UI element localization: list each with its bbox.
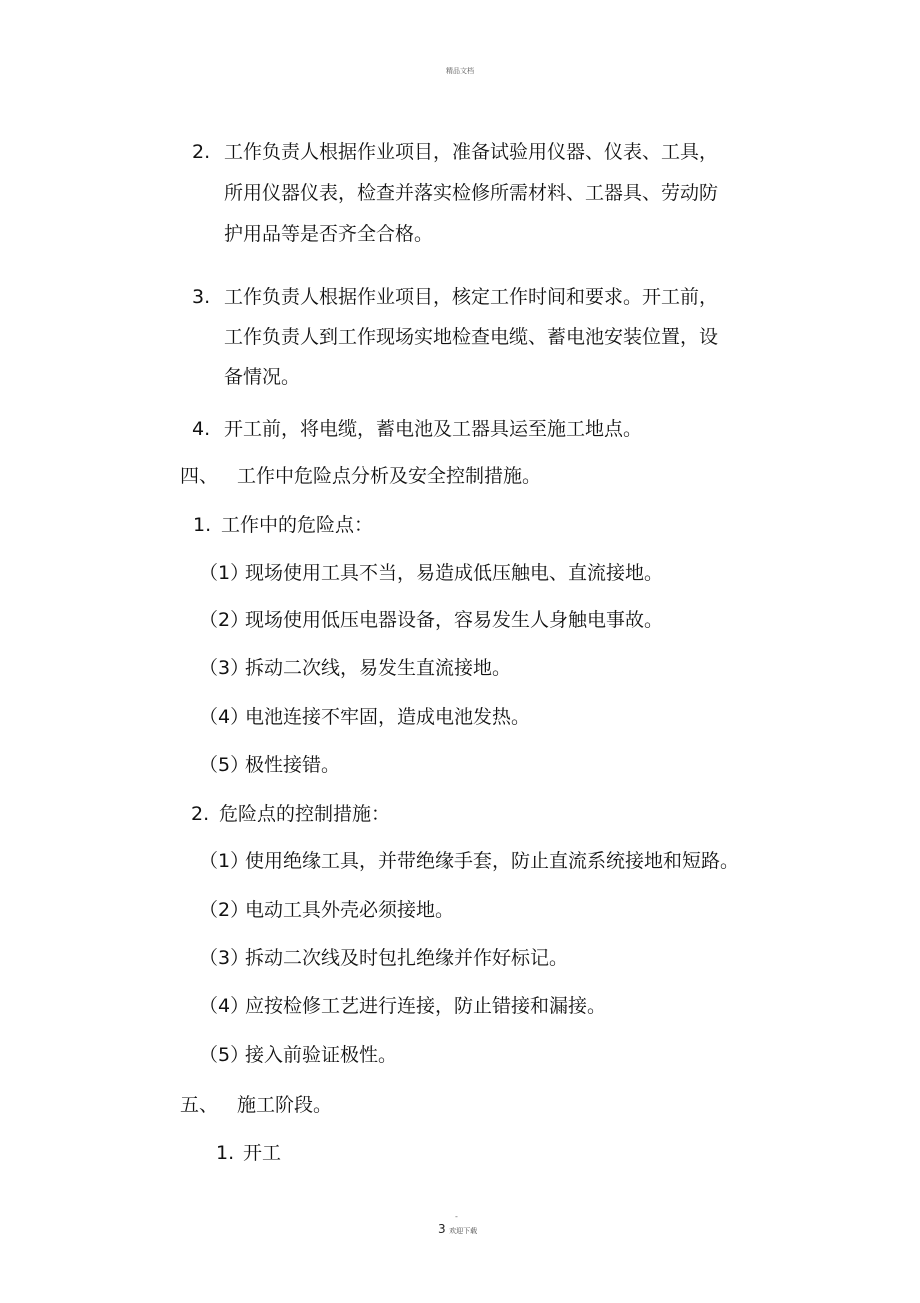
item-line: 所用仪器仪表，检查并落实检修所需材料、工器具、劳动防	[224, 182, 719, 204]
subsection-number: 1.	[216, 1142, 235, 1164]
section-title: 工作中危险点分析及安全控制措施。	[237, 465, 542, 487]
subsection-number: 1.	[193, 514, 212, 536]
point-number: （2）	[199, 609, 250, 631]
point-text: 现场使用低压电器设备，容易发生人身触电事故。	[245, 609, 664, 631]
item-number: 3.	[192, 286, 211, 308]
item-number: 2.	[192, 141, 211, 163]
point-text: 拆动二次线，易发生直流接地。	[245, 657, 512, 679]
point-text: 拆动二次线及时包扎绝缘并作好标记。	[245, 947, 569, 969]
footer-dot: -	[455, 1212, 458, 1221]
page-header: 精品文档	[446, 67, 474, 75]
section-number: 五、	[180, 1094, 219, 1116]
point-text: 电动工具外壳必须接地。	[245, 899, 455, 921]
item-number: 4.	[192, 418, 211, 440]
item-line: 工作负责人根据作业项目，核定工作时间和要求。开工前，	[224, 286, 719, 308]
point-text: 接入前验证极性。	[245, 1044, 398, 1066]
point-text: 现场使用工具不当，易造成低压触电、直流接地。	[245, 562, 664, 584]
section-title: 施工阶段。	[237, 1094, 333, 1116]
point-text: 电池连接不牢固，造成电池发热。	[245, 706, 531, 728]
point-number: （5）	[199, 1044, 250, 1066]
footer-text: 欢迎下载	[449, 1227, 478, 1235]
section-number: 四、	[180, 465, 219, 487]
point-number: （4）	[199, 995, 250, 1017]
page-footer	[438, 1222, 477, 1236]
subsection-title: 工作中的危险点：	[221, 514, 374, 536]
point-number: （4）	[199, 706, 250, 728]
point-text: 极性接错。	[245, 754, 341, 776]
point-number: （5）	[199, 754, 250, 776]
page-number: 3	[438, 1222, 446, 1236]
point-number: （1）	[199, 562, 250, 584]
point-text: 使用绝缘工具，并带绝缘手套，防止直流系统接地和短路。	[245, 850, 740, 872]
item-line: 工作负责人根据作业项目，准备试验用仪器、仪表、工具，	[224, 141, 719, 163]
item-line: 护用品等是否齐全合格。	[224, 223, 434, 245]
subsection-title: 危险点的控制措施：	[219, 803, 391, 825]
point-number: （3）	[199, 657, 250, 679]
point-number: （2）	[199, 899, 250, 921]
subsection-title: 开工	[243, 1142, 282, 1164]
item-line: 备情况。	[224, 366, 301, 388]
item-line: 工作负责人到工作现场实地检查电缆、蓄电池安装位置，设	[224, 326, 719, 348]
subsection-number: 2.	[191, 803, 210, 825]
item-line: 开工前，将电缆，蓄电池及工器具运至施工地点。	[224, 418, 643, 440]
point-number: （1）	[199, 850, 250, 872]
point-text: 应按检修工艺进行连接，防止错接和漏接。	[245, 995, 607, 1017]
point-number: （3）	[199, 947, 250, 969]
